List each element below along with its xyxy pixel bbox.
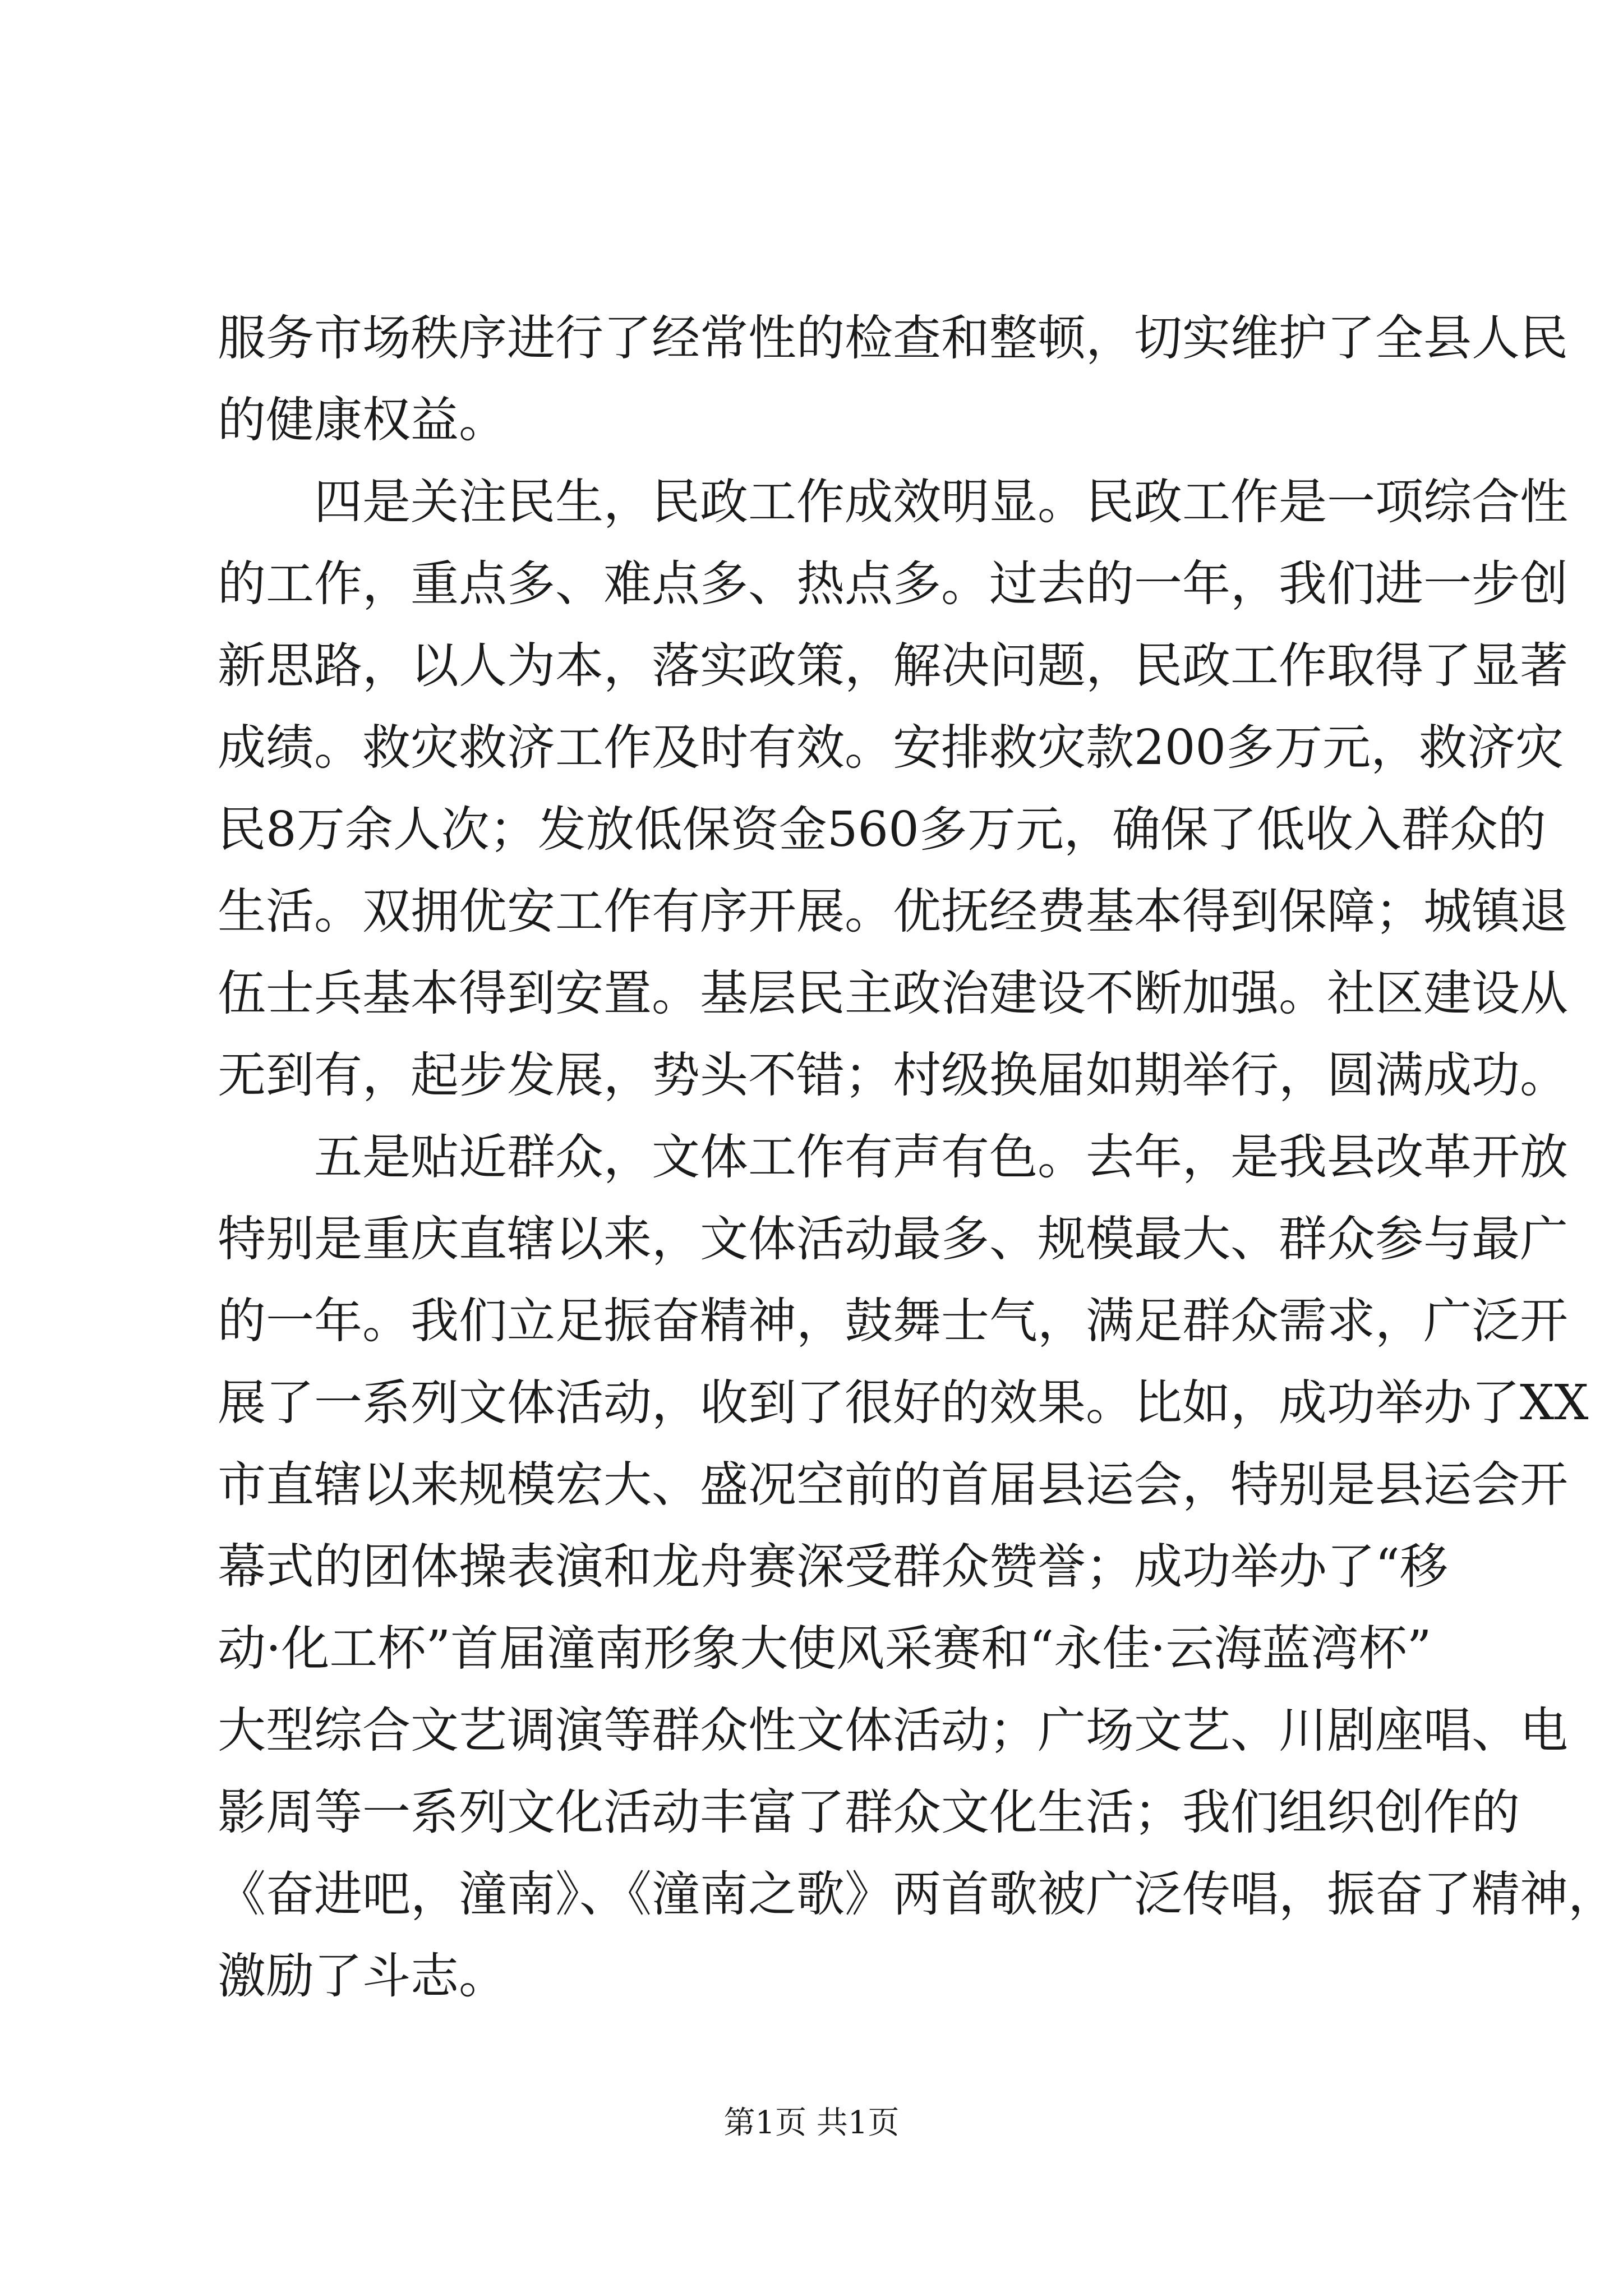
text-line: 动·化工杯”首届潼南形象大使风采赛和“永佳·云海蓝湾杯” [218, 1621, 1432, 1677]
text-line: 幕式的团体操表演和龙舟赛深受群众赞誉；成功举办了“移 [218, 1539, 1448, 1595]
text-line: 的一年。我们立足振奋精神，鼓舞士气，满足群众需求，广泛开 [218, 1293, 1568, 1349]
text-line: 民8万余人次；发放低保资金560多万元，确保了低收入群众的 [218, 802, 1546, 858]
text-line: 激励了斗志。 [218, 1948, 507, 2004]
text-line: 的工作，重点多、难点多、热点多。过去的一年，我们进一步创 [218, 556, 1568, 612]
text-line: 四是关注民生，民政工作成效明显。民政工作是一项综合性 [218, 474, 1568, 530]
text-line: 五是贴近群众，文体工作有声有色。去年，是我县改革开放 [218, 1129, 1568, 1185]
text-line: 市直辖以来规模宏大、盛况空前的首届县运会，特别是县运会开 [218, 1457, 1568, 1513]
text-line: 影周等一系列文化活动丰富了群众文化生活；我们组织创作的 [218, 1784, 1520, 1841]
text-line: 的健康权益。 [218, 392, 507, 448]
text-line: 展了一系列文体活动，收到了很好的效果。比如，成功举办了XX [218, 1375, 1589, 1431]
text-line: 新思路，以人为本，落实政策，解决问题，民政工作取得了显著 [218, 638, 1568, 694]
text-line: 伍士兵基本得到安置。基层民主政治建设不断加强。社区建设从 [218, 965, 1568, 1022]
text-line: 无到有，起步发展，势头不错；村级换届如期举行，圆满成功。 [218, 1047, 1568, 1103]
document-body [218, 297, 1616, 2017]
text-line: 大型综合文艺调演等群众性文体活动；广场文艺、川剧座唱、电 [218, 1703, 1568, 1759]
text-line: 成绩。救灾救济工作及时有效。安排救灾款200多万元，救济灾 [218, 720, 1564, 776]
text-line: 《奋进吧，潼南》、《潼南之歌》两首歌被广泛传唱，振奋了精神， [218, 1866, 1616, 1922]
text-line: 生活。双拥优安工作有序开展。优抚经费基本得到保障；城镇退 [218, 884, 1568, 940]
text-line: 特别是重庆直辖以来，文体活动最多、规模最大、群众参与最广 [218, 1211, 1568, 1267]
page-number-footer: 第1页 共1页 [723, 2105, 900, 2141]
text-line: 服务市场秩序进行了经常性的检查和整顿，切实维护了全县人民 [218, 310, 1568, 366]
